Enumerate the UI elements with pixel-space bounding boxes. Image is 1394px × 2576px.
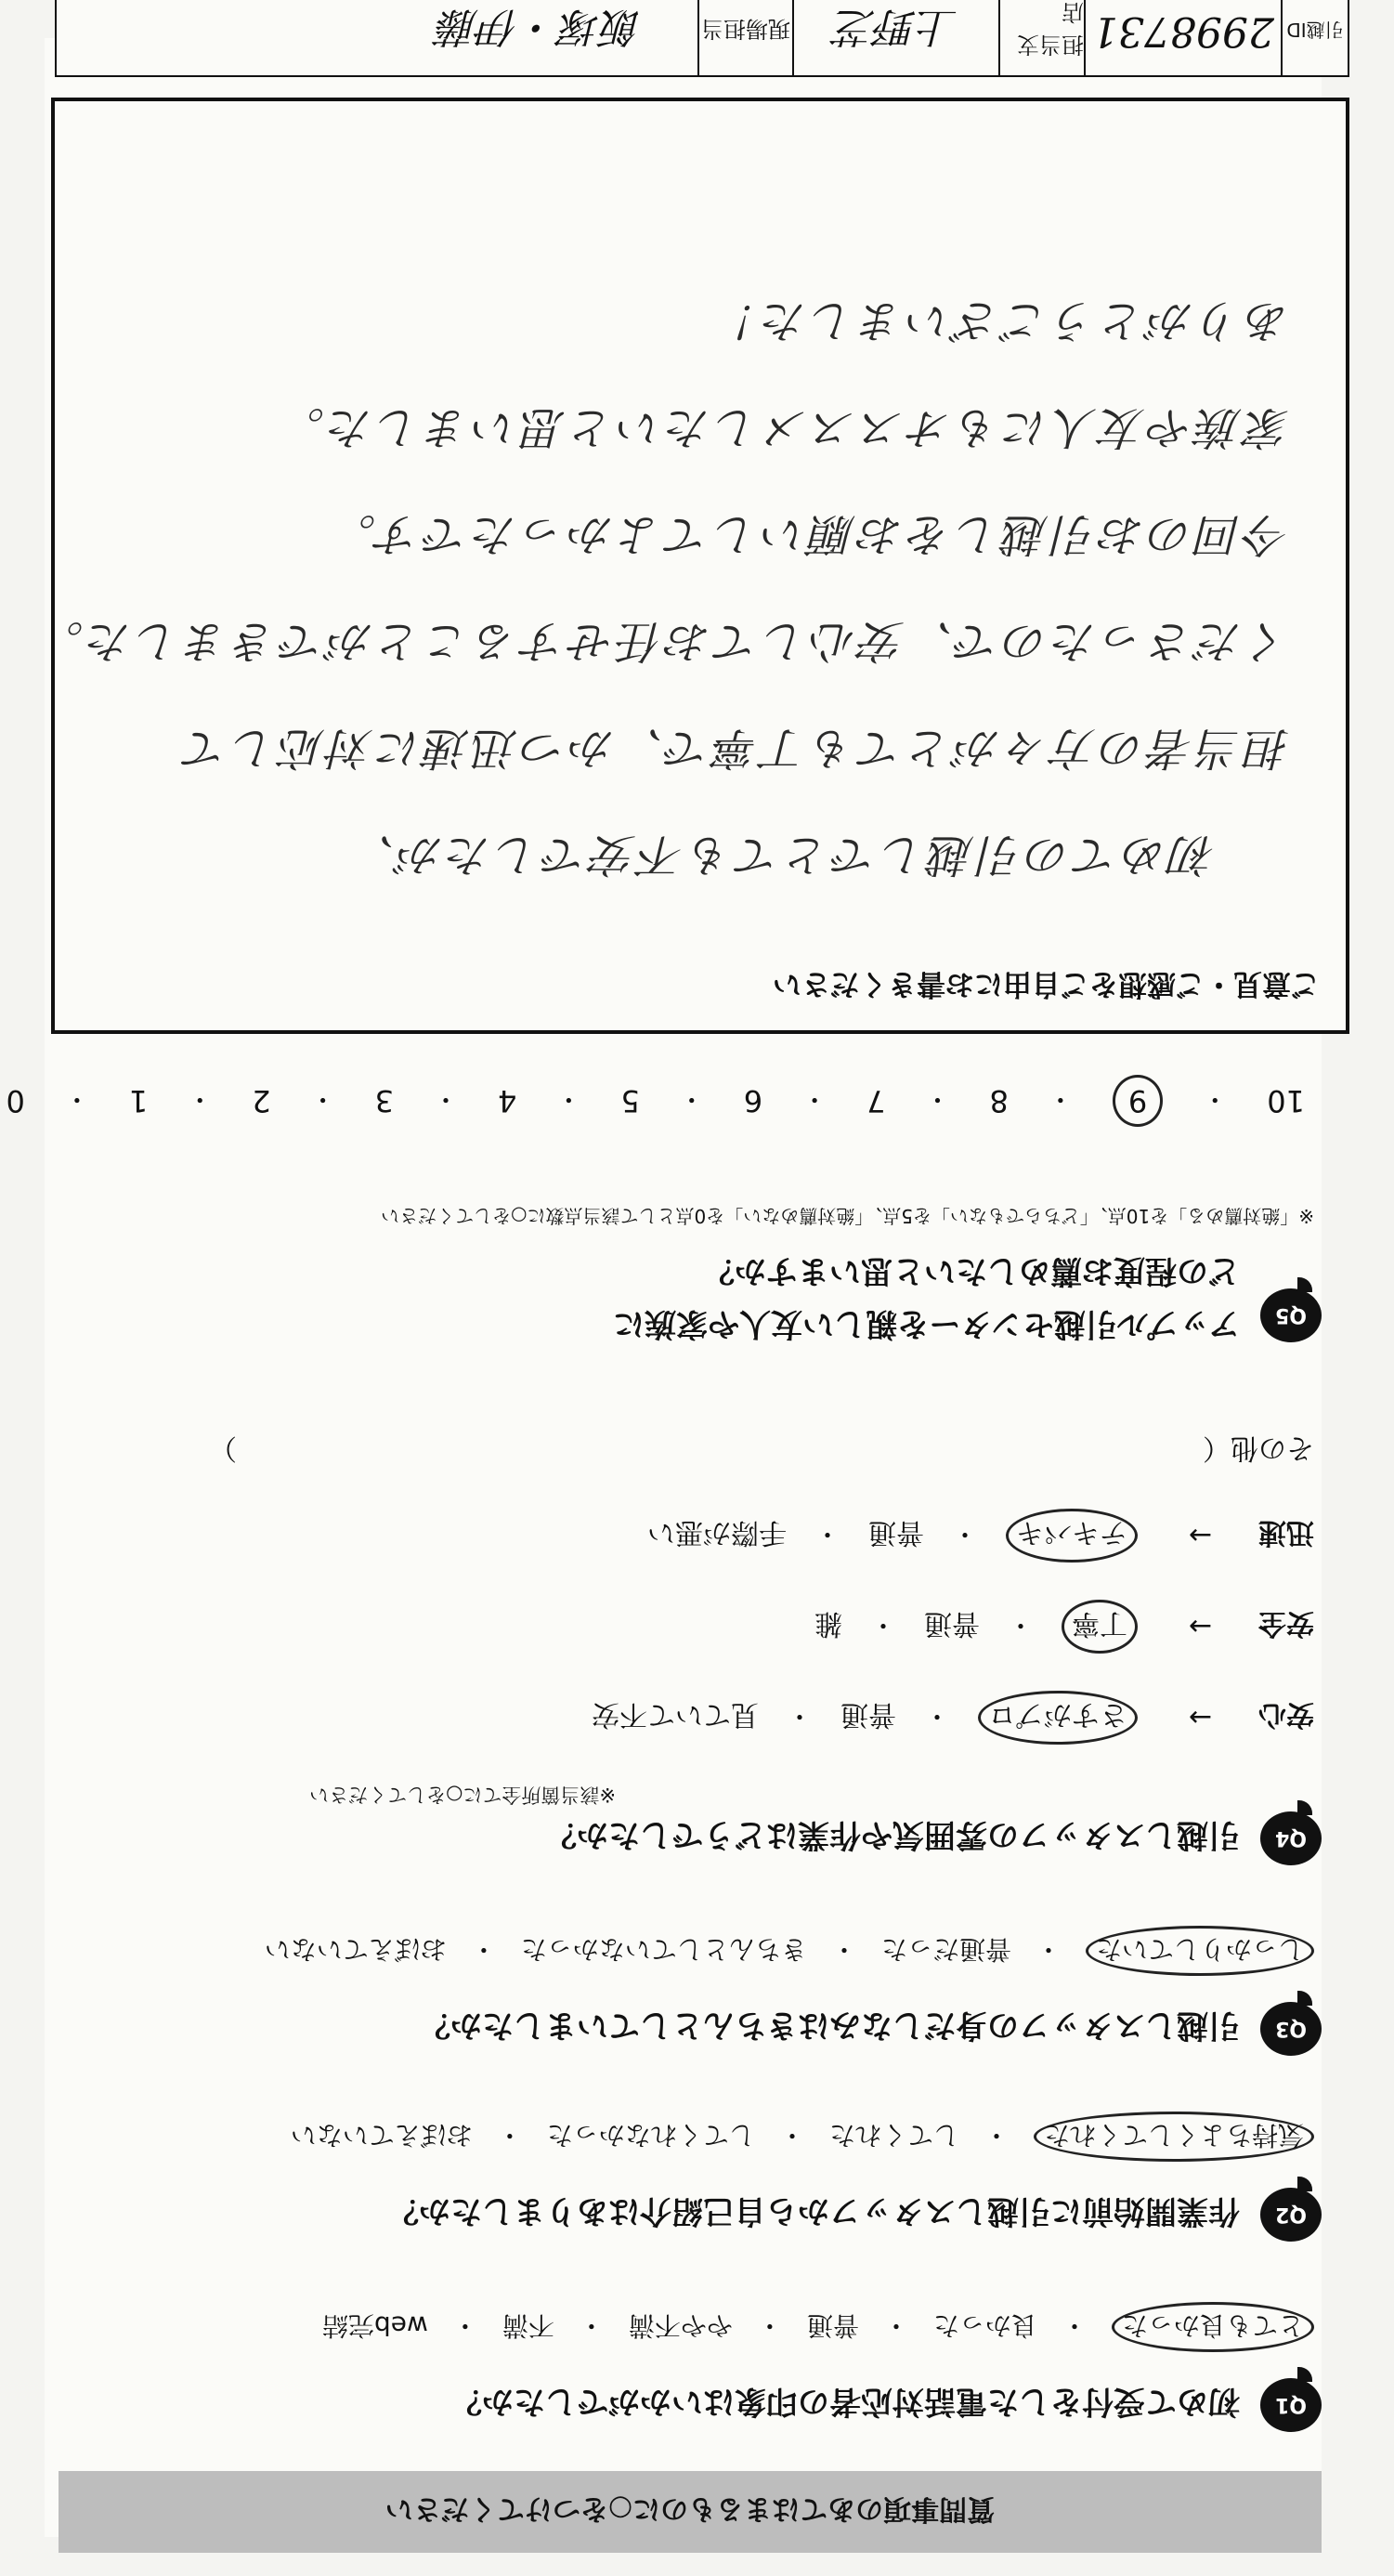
recommend-scale: 10 ・ 9 ・ 8 ・ 7 ・ 6 ・ 5 ・ 4 ・ 3 ・ 2 ・ 1 ・ 0	[7, 1075, 1305, 1127]
q1-badge-icon: Q1	[1260, 2378, 1322, 2432]
q4-row-anshin: 安心 → さすがプロ ・ 普通 ・ 見ていて不安	[77, 1691, 1314, 1745]
q1-option[interactable]: やや不満	[628, 2310, 733, 2341]
q4-option[interactable]: 普通	[840, 1698, 896, 1731]
scale-option[interactable]: 3	[374, 1083, 395, 1118]
comment-title: ご意見・ご感想をご自由にお書きください	[773, 967, 1320, 1000]
branch-label: 担当支店	[998, 0, 1084, 75]
q1-option-selected[interactable]: とても良かった	[1112, 2302, 1314, 2352]
staff-value: 飯塚・伊藤	[437, 3, 642, 51]
q4-text: 引越しスタッフの雰囲気や作業はどうでしたか？	[545, 1816, 1240, 1854]
scale-option[interactable]: 8	[989, 1083, 1009, 1118]
q3-option[interactable]: 普通だった	[880, 1934, 1011, 1965]
q4-option-selected[interactable]: 丁寧	[1062, 1600, 1138, 1654]
q3-badge-icon: Q3	[1260, 2002, 1322, 2056]
scale-option[interactable]: 4	[498, 1083, 517, 1118]
q2-option[interactable]: してくれた	[828, 2120, 959, 2151]
scale-option[interactable]: 5	[620, 1083, 640, 1118]
staff-label: 現場担当	[697, 0, 792, 75]
q4-row-label: 安全	[1258, 1607, 1314, 1640]
q2-badge-icon: Q2	[1260, 2188, 1322, 2242]
q5-text-line2: どの程度お薦めしたいと思いますか？	[703, 1252, 1240, 1289]
q3-option[interactable]: きちんとしていなかった	[520, 1934, 807, 1965]
instruction-text: 質問事項のあてはまるものに○をつけてください	[384, 2492, 996, 2525]
q3-option[interactable]: おぼえていない	[264, 1934, 447, 1965]
q1-text: 初めて受付をした電話対応者の印象はいかがでしたか？	[450, 2383, 1240, 2421]
q4-note: ※該当箇所全てに○をしてください	[309, 1784, 616, 1806]
q4-option[interactable]: 普通	[923, 1607, 980, 1640]
arrow-right-icon: →	[1188, 1610, 1212, 1643]
scale-option[interactable]: 10	[1267, 1083, 1305, 1118]
scale-option-selected[interactable]: 9	[1113, 1075, 1163, 1127]
q5-note: ※「絶対薦める」を10点、「どちらでもない」を5点、「絶対薦めない」を0点として該当点数に○をしてください	[381, 1205, 1314, 1227]
q3-options: しっかりしていた ・ 普通だった ・ きちんとしていなかった ・ おぼえていない	[77, 1926, 1314, 1976]
id-value: 2998731	[1084, 0, 1281, 75]
q4-option-selected[interactable]: さすがプロ	[978, 1691, 1138, 1745]
id-table	[55, 0, 1349, 77]
q5-text-line1: アップル引越センターを親しい友人や家族に	[613, 1305, 1240, 1342]
scale-option[interactable]: 0	[6, 1083, 25, 1118]
q3-text: 引越しスタッフの身だしなみはきちんとしていましたか？	[419, 2007, 1240, 2045]
q4-row-other	[77, 1431, 1314, 1471]
q4-other-close: ）	[209, 1432, 237, 1464]
q2-option-selected[interactable]: 気持ちよくしてくれた	[1034, 2112, 1314, 2162]
comment-line: 今回のお引越しをお願いしてよかったです。	[327, 508, 1290, 560]
id-label: 引越ID	[1281, 0, 1348, 75]
comment-line: 初めての引越しでとても不安でしたが、	[345, 829, 1216, 881]
question-1	[77, 2302, 1322, 2432]
arrow-right-icon: →	[1188, 1701, 1212, 1734]
q1-option[interactable]: 良かった	[932, 2310, 1037, 2341]
question-2	[77, 2112, 1322, 2242]
comment-line: 家族や友人にもオススメしたいと思いました。	[276, 401, 1290, 453]
q4-row-label: 安心	[1258, 1698, 1314, 1731]
scale-option[interactable]: 7	[866, 1083, 886, 1118]
q2-option[interactable]: おぼえていない	[290, 2120, 473, 2151]
comment-line: 担当者の方々がとても丁寧で、かつ迅速に対応して	[179, 722, 1290, 774]
q4-option-selected[interactable]: テキパキ	[1006, 1509, 1138, 1563]
scale-option[interactable]: 6	[743, 1083, 763, 1118]
q1-option[interactable]: web完結	[321, 2310, 428, 2341]
q4-badge-icon: Q4	[1260, 1811, 1322, 1865]
q4-row-anzen: 安全 → 丁寧 ・ 普通 ・ 雑	[77, 1600, 1314, 1654]
q4-option[interactable]: 手際が悪い	[646, 1516, 787, 1549]
arrow-right-icon: →	[1188, 1519, 1212, 1552]
q1-option[interactable]: 普通	[806, 2310, 859, 2341]
q3-option-selected[interactable]: しっかりしていた	[1086, 1926, 1314, 1976]
q2-option[interactable]: してくれなかった	[546, 2120, 755, 2151]
q4-option[interactable]: 見ていて不安	[591, 1698, 759, 1731]
question-3	[77, 1926, 1322, 2056]
q4-other-label[interactable]: その他（	[1203, 1432, 1314, 1464]
q4-option[interactable]: 普通	[867, 1516, 924, 1549]
q1-option[interactable]: 不満	[502, 2310, 554, 2341]
q2-text: 作業開始前に引越しスタッフから自己紹介はありましたか？	[387, 2192, 1240, 2230]
comment-line: ありがとうございました！	[710, 294, 1290, 347]
comment-box[interactable]	[34, 98, 1349, 1034]
question-4	[77, 1431, 1322, 1865]
q2-options: 気持ちよくしてくれた ・ してくれた ・ してくれなかった ・ おぼえていない	[77, 2112, 1314, 2162]
q4-row-label: 迅速	[1258, 1516, 1314, 1549]
question-5	[77, 1204, 1322, 1350]
q4-option[interactable]: 雑	[814, 1607, 842, 1640]
scale-option[interactable]: 1	[128, 1083, 149, 1118]
q4-row-jinsoku: 迅速 → テキパキ ・ 普通 ・ 手際が悪い	[77, 1509, 1314, 1563]
instruction-banner	[59, 2471, 1322, 2553]
q1-options: とても良かった ・ 良かった ・ 普通 ・ やや不満 ・ 不満 ・ web完結	[77, 2302, 1314, 2352]
scale-option[interactable]: 2	[252, 1083, 271, 1118]
branch-value: 上野芝	[792, 0, 998, 75]
comment-line: くださったので、安心してお任せすることができました。	[34, 615, 1290, 667]
q5-badge-icon: Q5	[1260, 1288, 1322, 1342]
